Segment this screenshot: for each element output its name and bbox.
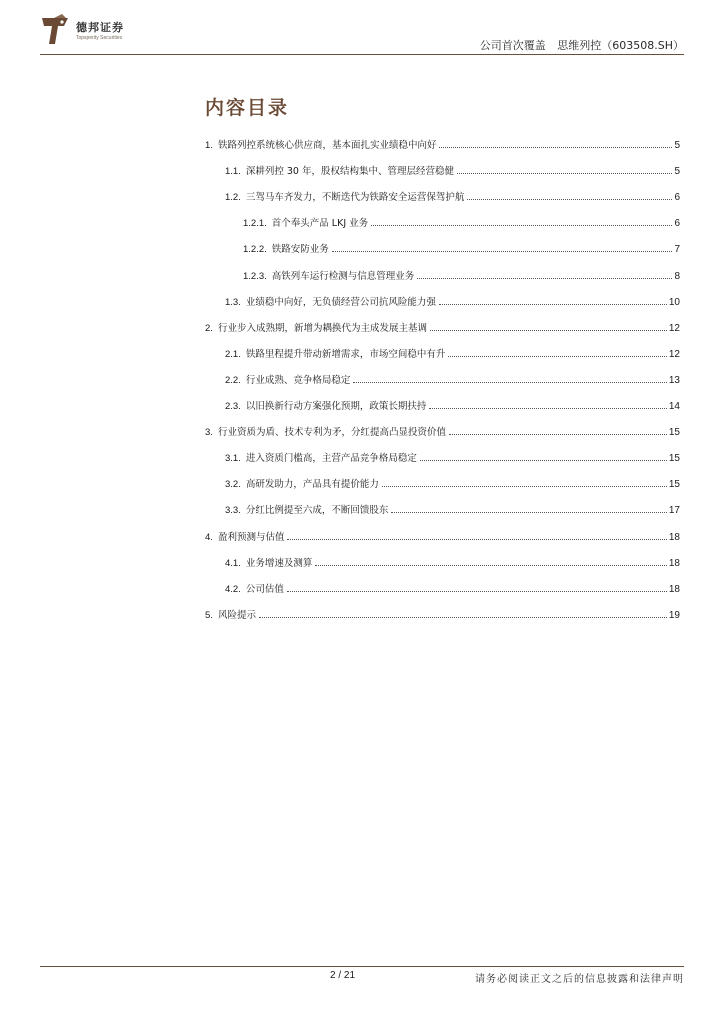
header-divider <box>40 54 684 55</box>
toc-leader-dots <box>429 407 667 409</box>
toc-leader-dots <box>287 590 667 592</box>
toc-leader-dots <box>371 224 672 226</box>
toc-entry-text: 行业步入成熟期，新增为耦换代为主成发展主基调 <box>217 322 427 334</box>
toc-entry-text: 铁路里程提升带动新增需求，市场空间稳中有升 <box>245 348 446 360</box>
toc-entry-number: 5. <box>205 609 213 621</box>
toc-entry-title <box>225 398 426 412</box>
toc-entry-number: 2.1. <box>225 348 241 360</box>
toc-entry-page: 10 <box>668 296 680 308</box>
toc-entry[interactable] <box>243 264 680 282</box>
toc-entry[interactable] <box>225 394 680 412</box>
toc-entry-page: 14 <box>668 401 680 412</box>
toc-entry-text: 高铁列车运行检测与信息管理业务 <box>271 270 415 282</box>
toc-leader-dots <box>332 250 673 252</box>
toc-entry-number: 4.2. <box>225 583 241 595</box>
toc-leader-dots <box>439 146 672 148</box>
toc-entry-text: 三驾马车齐发力，不断迭代为铁路安全运营保驾护航 <box>245 192 465 204</box>
toc-entry-number: 2. <box>205 322 213 334</box>
toc-entry-page: 13 <box>668 374 680 386</box>
toc-leader-dots <box>467 198 672 200</box>
toc-entry-page: 5 <box>674 140 680 151</box>
toc-entry-page: 12 <box>668 322 680 334</box>
toc-entry[interactable] <box>205 133 680 151</box>
toc-entry-text: 进入资质门槛高，主营产品竞争格局稳定 <box>245 453 417 465</box>
toc-entry-text: 风险提示 <box>217 609 256 621</box>
toc-entry-title <box>225 450 417 464</box>
toc-entry-number: 1.3. <box>225 296 241 308</box>
toc-entry-page: 7 <box>674 244 680 256</box>
toc-entry[interactable] <box>225 185 680 203</box>
toc-entry-page: 18 <box>668 531 680 543</box>
toc-entry-page: 18 <box>668 583 680 595</box>
toc-entry-number: 2.3. <box>225 401 241 412</box>
toc-entry-title <box>243 268 414 282</box>
toc-entry-number: 1.2.1. <box>243 218 267 230</box>
toc-entry-title <box>225 581 284 595</box>
toc-entry-text: 高研发助力，产品具有提价能力 <box>245 479 379 491</box>
toc-leader-dots <box>439 303 667 305</box>
page-number: 2 / 21 <box>330 970 356 981</box>
toc-entry-number: 3.2. <box>225 479 241 491</box>
toc-entry-number: 1.2.2. <box>243 244 267 256</box>
toc-entry-title <box>225 189 464 203</box>
logo-name-en: Topsperity Securities <box>76 34 123 41</box>
toc-entry[interactable] <box>225 472 680 490</box>
toc-entry-title <box>205 607 256 621</box>
toc-entry-page: 8 <box>674 270 680 282</box>
toc-leader-dots <box>449 433 667 435</box>
toc-entry-text: 盈利预测与估值 <box>217 531 285 543</box>
toc-entry-text: 铁路列控系统核心供应商，基本面扎实业绩稳中向好 <box>217 140 437 151</box>
toc-leader-dots <box>391 511 667 513</box>
toc-entry[interactable] <box>225 159 680 177</box>
toc-entry-text: 深耕列控 30 年，股权结构集中、管理层经营稳健 <box>245 166 454 178</box>
toc-leader-dots <box>353 381 667 383</box>
toc-entry-page: 19 <box>668 609 680 621</box>
toc-entry-text: 以旧换新行动方案强化预期，政策长期扶持 <box>245 401 427 412</box>
toc-entry-text: 行业资质为盾、技术专利为矛，分红提高凸显投资价值 <box>217 427 446 439</box>
toc-entry-page: 18 <box>668 557 680 569</box>
toc-entry[interactable] <box>225 342 680 360</box>
toc-entry[interactable] <box>225 446 680 464</box>
toc-entry[interactable] <box>205 525 680 543</box>
toc-leader-dots <box>315 564 667 566</box>
toc-entry-text: 公司估值 <box>245 583 284 595</box>
toc-entry-title <box>243 241 329 255</box>
toc-entry-page: 17 <box>668 505 680 517</box>
toc-entry[interactable] <box>225 551 680 569</box>
footer-divider <box>40 966 684 967</box>
toc-entry-title <box>225 372 350 386</box>
toc-entry-title <box>225 294 436 308</box>
toc-entry-text: 铁路安防业务 <box>271 244 329 256</box>
toc-leader-dots <box>420 459 667 461</box>
toc-entry-title <box>225 163 454 177</box>
toc-leader-dots <box>382 485 667 487</box>
toc-entry-title <box>205 320 427 334</box>
toc-entry-page: 6 <box>674 218 680 230</box>
toc-entry[interactable] <box>225 577 680 595</box>
toc-entry[interactable] <box>205 603 680 621</box>
toc-entry-number: 3.1. <box>225 453 241 465</box>
report-type: 公司首次覆盖 <box>479 39 546 52</box>
toc-entry-number: 1.1. <box>225 166 241 178</box>
toc-entry[interactable] <box>225 290 680 308</box>
toc-entry[interactable] <box>243 211 680 229</box>
toc-entry-title <box>225 346 445 360</box>
toc-entry-title <box>205 424 446 438</box>
toc-entry-title <box>205 137 436 151</box>
toc-entry-number: 1. <box>205 140 213 151</box>
toc-entry-page: 6 <box>674 192 680 204</box>
toc-entry-title <box>225 502 388 516</box>
toc-entry-number: 2.2. <box>225 374 241 386</box>
toc-entry-page: 15 <box>668 453 680 465</box>
toc-entry-title <box>243 215 368 229</box>
toc-entry-text: 业务增速及测算 <box>245 557 313 569</box>
toc-entry-page: 15 <box>668 427 680 439</box>
disclaimer-text: 请务必阅读正文之后的信息披露和法律声明 <box>475 974 684 985</box>
toc-entry-number: 3.3. <box>225 505 241 517</box>
toc-entry-title <box>225 476 379 490</box>
toc-entry-number: 4. <box>205 531 213 543</box>
toc-leader-dots <box>448 355 667 357</box>
toc-entry-title <box>205 529 284 543</box>
toc-entry[interactable] <box>243 237 680 255</box>
toc-entry-number: 4.1. <box>225 557 241 569</box>
company-logo <box>40 14 124 48</box>
header-info <box>480 37 684 53</box>
toc-entry-page: 12 <box>668 348 680 360</box>
toc-entry[interactable] <box>205 420 680 438</box>
company-ticker: 思维列控（603508.SH） <box>557 39 684 52</box>
toc-entry-text: 首个奉头产品 LKJ 业务 <box>271 218 369 230</box>
toc-leader-dots <box>287 538 666 540</box>
toc-entry-number: 3. <box>205 427 213 439</box>
toc-leader-dots <box>417 277 672 279</box>
toc-leader-dots <box>457 172 672 174</box>
toc-entry-title <box>225 555 312 569</box>
toc-entry-page: 5 <box>674 166 680 178</box>
toc-entry[interactable] <box>205 316 680 334</box>
toc-entry-page: 15 <box>668 479 680 491</box>
toc-leader-dots <box>430 329 667 331</box>
logo-name-cn: 德邦证券 <box>76 20 124 34</box>
toc-entry-number: 1.2.3. <box>243 270 267 282</box>
toc-entry[interactable] <box>225 368 680 386</box>
toc-entry-text: 分红比例提至六成，不断回馈股东 <box>245 505 389 517</box>
toc-title: 内容目录 <box>205 97 290 119</box>
toc-entry-text: 业绩稳中向好，无负债经营公司抗风险能力强 <box>245 296 436 308</box>
toc-entry-number: 1.2. <box>225 192 241 204</box>
toc-entry-text: 行业成熟、竞争格局稳定 <box>245 374 351 386</box>
toc-leader-dots <box>259 616 667 618</box>
toc-entry[interactable] <box>225 498 680 516</box>
logo-emblem-icon <box>40 14 70 48</box>
